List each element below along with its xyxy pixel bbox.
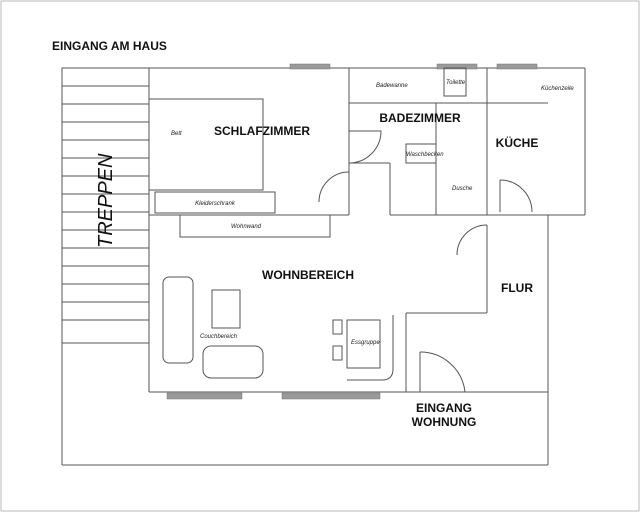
page-title: EINGANG AM HAUS <box>52 39 167 53</box>
couch-table <box>212 290 240 328</box>
label-kleiderschrank: Kleiderschrank <box>195 201 235 207</box>
window <box>290 64 330 69</box>
chair <box>333 346 342 360</box>
couch <box>163 277 193 363</box>
label-waschbecken: Waschbecken <box>406 152 444 158</box>
label-bett: Bett <box>171 131 182 137</box>
label-dusche: Dusche <box>452 186 473 192</box>
room-label-flur: FLUR <box>501 281 533 295</box>
window <box>497 64 537 69</box>
page-frame <box>1 1 639 511</box>
interior-walls <box>149 68 548 392</box>
room-label-wohnbereich: WOHNBEREICH <box>262 268 354 282</box>
label-badewanne: Badewanne <box>376 83 408 89</box>
room-label-kueche: KÜCHE <box>495 136 539 150</box>
window <box>282 393 380 399</box>
armchair <box>203 346 263 378</box>
room-label-eingang: EINGANG <box>415 401 473 415</box>
label-toilette: Toilette <box>446 80 466 86</box>
bed <box>149 99 263 190</box>
label-essgruppe: Essgruppe <box>351 340 380 346</box>
stairs-label: TREPPEN <box>95 153 117 248</box>
label-couchbereich: Couchbereich <box>200 334 238 340</box>
room-label-wohnung: WOHNUNG <box>411 415 477 429</box>
doors <box>319 131 532 392</box>
window <box>167 393 242 399</box>
room-label-schlafzimmer: SCHLAFZIMMER <box>214 124 310 138</box>
label-wohnwand: Wohnwand <box>230 224 262 230</box>
chair <box>333 320 342 334</box>
room-label-badezimmer: BADEZIMMER <box>379 111 461 125</box>
label-kuechenzeile: Küchenzeile <box>541 86 574 92</box>
